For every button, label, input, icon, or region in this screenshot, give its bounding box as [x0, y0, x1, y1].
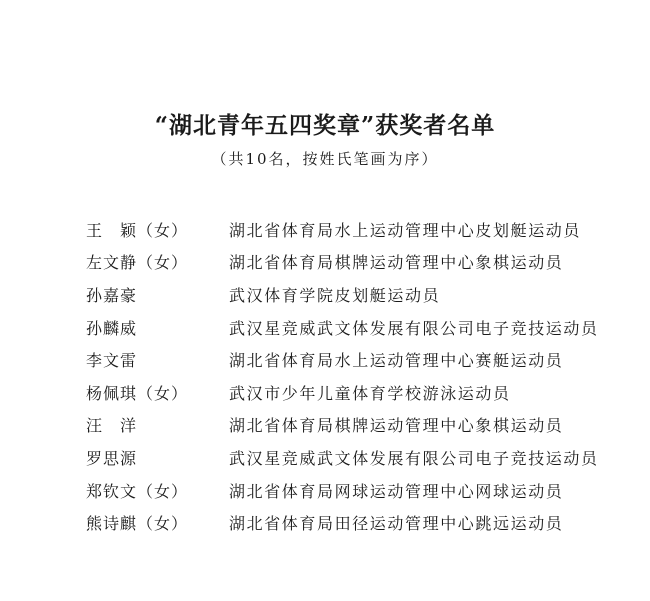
awardee-name: 熊诗麒（女）	[86, 514, 189, 534]
awardee-name: 李文雷	[86, 351, 138, 371]
document-subtitle: （共10名，按姓氏笔画为序）	[211, 150, 439, 168]
awardee-unit: 武汉星竞威武文体发展有限公司电子竞技运动员	[229, 448, 599, 468]
awardee-name: 孙麟威	[86, 318, 138, 338]
awardee-unit: 武汉星竞威武文体发展有限公司电子竞技运动员	[229, 318, 599, 338]
awardee-name: 王 颖（女）	[86, 220, 189, 240]
awardee-row	[86, 213, 606, 246]
awardee-name: 汪 洋	[86, 416, 138, 436]
awardee-name: 罗思源	[86, 448, 138, 468]
awardee-unit: 武汉体育学院皮划艇运动员	[229, 285, 441, 305]
awardee-name: 孙嘉豪	[86, 285, 138, 305]
awardee-row	[86, 474, 606, 507]
awardee-name: 左文静（女）	[86, 253, 189, 273]
awardee-row	[86, 278, 606, 311]
awardee-unit: 湖北省体育局水上运动管理中心皮划艇运动员	[229, 220, 582, 240]
awardee-unit: 湖北省体育局水上运动管理中心赛艇运动员	[229, 351, 564, 371]
awardee-name: 郑钦文（女）	[86, 481, 189, 501]
awardee-row	[86, 246, 606, 279]
awardee-unit: 武汉市少年儿童体育学校游泳运动员	[229, 383, 511, 403]
awardee-row	[86, 311, 606, 344]
awardee-name: 杨佩琪（女）	[86, 383, 189, 403]
awardee-list	[86, 213, 606, 539]
awardee-row	[86, 376, 606, 409]
awardee-unit: 湖北省体育局棋牌运动管理中心象棋运动员	[229, 253, 564, 273]
awardee-unit: 湖北省体育局田径运动管理中心跳远运动员	[229, 514, 564, 534]
awardee-unit: 湖北省体育局网球运动管理中心网球运动员	[229, 481, 564, 501]
awardee-row	[86, 343, 606, 376]
awardee-row	[86, 409, 606, 442]
awardee-row	[86, 441, 606, 474]
awardee-unit: 湖北省体育局棋牌运动管理中心象棋运动员	[229, 416, 564, 436]
document-title: “湖北青年五四奖章”获奖者名单	[154, 112, 496, 139]
awardee-row	[86, 506, 606, 539]
